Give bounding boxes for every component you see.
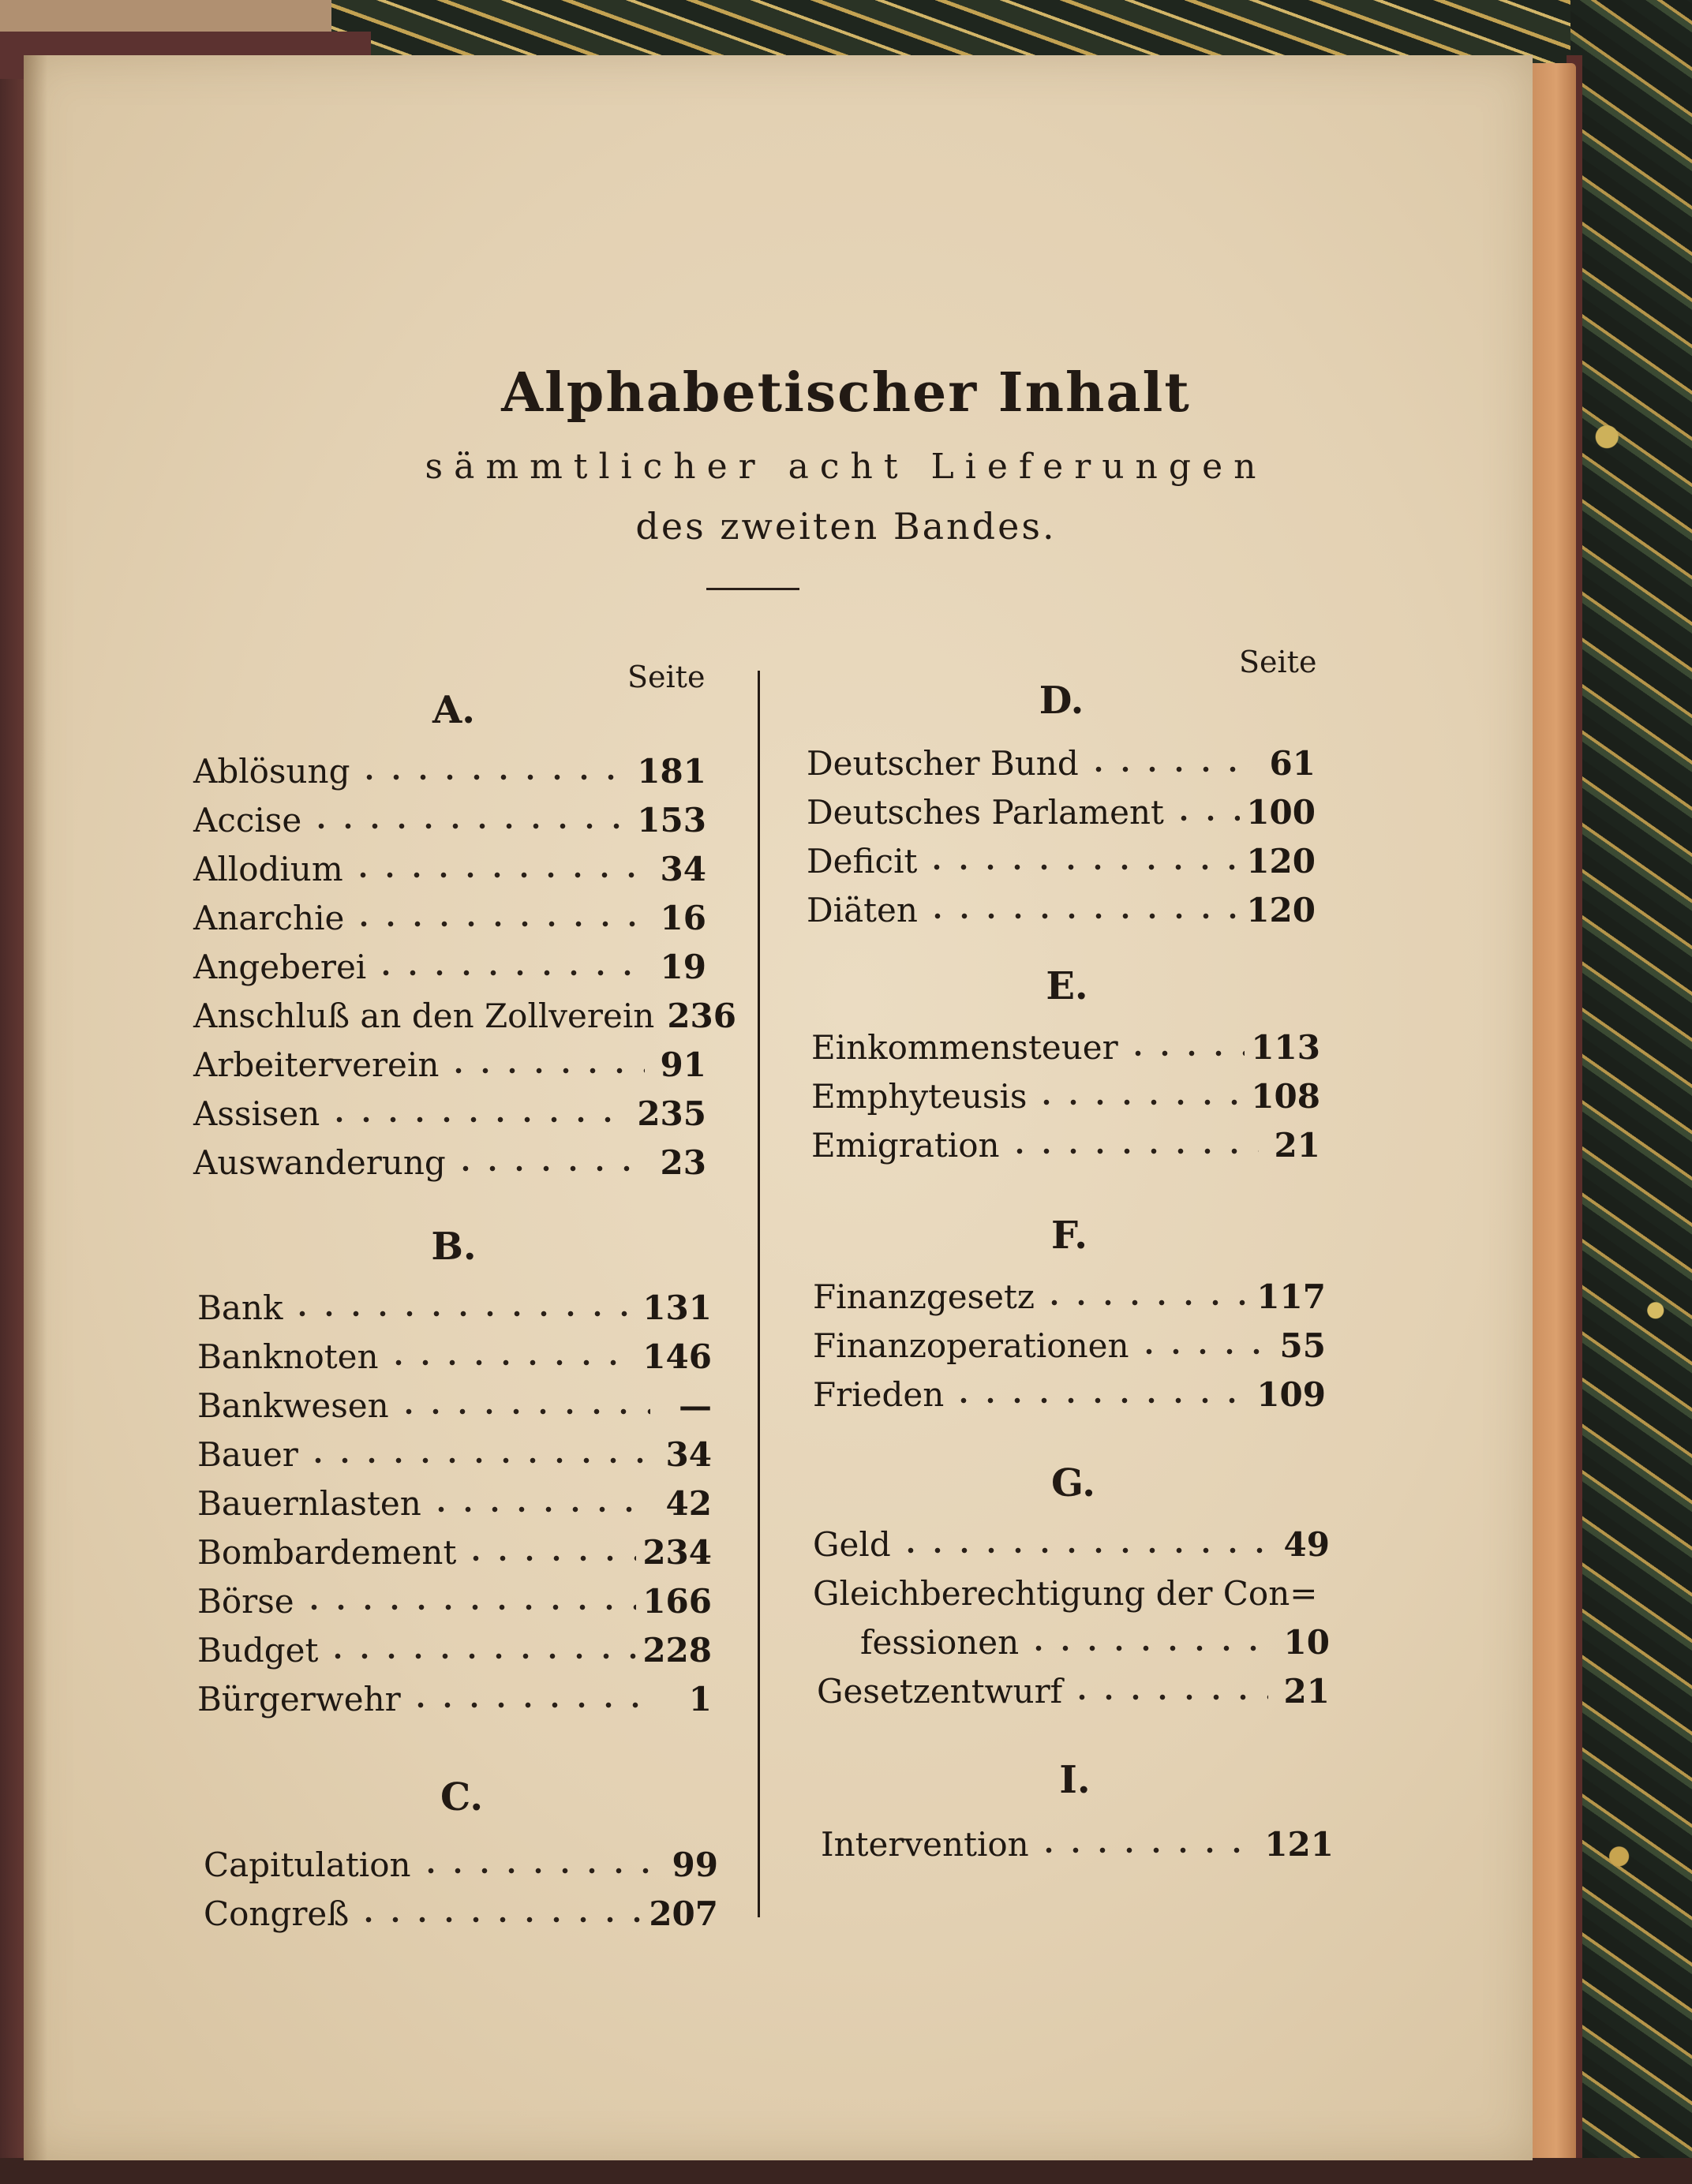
right-column-page-label: Seite: [1239, 645, 1317, 679]
entry-page: —: [679, 1386, 712, 1425]
leader-dots: [462, 1554, 636, 1562]
index-entry: [197, 1479, 712, 1523]
entry-term: Intervention: [821, 1825, 1029, 1864]
leader-dots: [924, 912, 1240, 920]
leader-dots: [452, 1165, 645, 1172]
index-entry: [197, 1528, 712, 1572]
entry-page: 100: [1246, 793, 1316, 832]
entry-page: 21: [1274, 1126, 1320, 1165]
entry-term: Finanzoperationen: [813, 1326, 1129, 1365]
section-letter-f: F.: [1051, 1214, 1087, 1258]
index-entry: [197, 1283, 712, 1327]
entry-term: Allodium: [193, 850, 343, 888]
leader-dots: [1025, 1644, 1268, 1652]
index-entry: [193, 746, 706, 791]
index-entry: [193, 893, 706, 937]
entry-term: Gesetzentwurf: [817, 1672, 1063, 1711]
leader-dots: [289, 1310, 636, 1318]
index-entry: [204, 1889, 718, 1933]
entry-page: 61: [1269, 744, 1316, 783]
entry-page: 16: [660, 899, 706, 937]
index-entry: [197, 1332, 712, 1376]
marbled-cover-right: [1570, 0, 1692, 2184]
section-letter-i: I.: [1059, 1758, 1091, 1802]
entry-term: Arbeiterverein: [193, 1045, 440, 1084]
entry-term: Einkommensteuer: [811, 1028, 1118, 1067]
leader-dots: [1125, 1049, 1245, 1057]
leather-binding-bottom: [0, 2158, 1692, 2184]
entry-term: Capitulation: [204, 1846, 411, 1884]
entry-term: Bankwesen: [197, 1386, 389, 1425]
entry-term: Bauer: [197, 1435, 298, 1474]
entry-page: 34: [660, 850, 706, 888]
leader-dots: [1069, 1693, 1268, 1701]
entry-page: 146: [642, 1337, 712, 1376]
leader-dots: [350, 920, 645, 928]
entry-page: 117: [1256, 1277, 1326, 1316]
leader-dots: [1136, 1348, 1264, 1356]
leader-dots: [445, 1067, 645, 1075]
leader-dots: [897, 1546, 1268, 1554]
section-letter-c: C.: [440, 1775, 484, 1819]
index-entry: [197, 1576, 712, 1621]
entry-term: Assisen: [193, 1094, 320, 1133]
entry-term: Angeberei: [193, 948, 367, 986]
entry-page: 1: [688, 1680, 712, 1718]
leader-dots: [308, 822, 631, 830]
index-entry: [193, 1040, 706, 1084]
leader-dots: [395, 1408, 650, 1415]
entry-page: 131: [642, 1288, 712, 1327]
entry-term: Banknoten: [197, 1337, 379, 1376]
entry-term: Anschluß an den Zollverein: [193, 997, 655, 1035]
entry-page: 10: [1283, 1623, 1330, 1662]
leader-dots: [355, 1916, 642, 1924]
index-entry: [813, 1617, 1330, 1662]
entry-term: Börse: [197, 1582, 294, 1621]
page-subtitle: sämmtlicher acht Lieferungen: [425, 447, 1267, 487]
leader-dots: [950, 1397, 1250, 1404]
entry-page: 34: [665, 1435, 712, 1474]
section-letter-e: E.: [1046, 964, 1088, 1008]
entry-term: Deutscher Bund: [807, 744, 1079, 783]
index-entry: [197, 1430, 712, 1474]
index-entry: [807, 739, 1316, 783]
leader-dots: [350, 871, 645, 879]
index-entry: [811, 1120, 1320, 1165]
leader-dots: [407, 1701, 650, 1709]
index-entry: [197, 1381, 712, 1425]
entry-page: 23: [660, 1143, 706, 1182]
entry-term: Bank: [197, 1288, 283, 1327]
index-entry: [813, 1569, 1330, 1613]
index-entry: [811, 1023, 1320, 1067]
index-entry: [813, 1520, 1330, 1564]
entry-page: 109: [1256, 1375, 1326, 1414]
leader-dots: [428, 1505, 650, 1513]
index-entry: [193, 991, 736, 1035]
section-letter-d: D.: [1039, 679, 1084, 723]
index-entry: [813, 1321, 1326, 1365]
entry-term: Budget: [197, 1631, 319, 1670]
index-entry: [811, 1071, 1320, 1116]
entry-page: 55: [1279, 1326, 1326, 1365]
entry-term: fessionen: [860, 1623, 1020, 1662]
title-rule: [706, 588, 799, 590]
index-entry: [197, 1625, 712, 1670]
index-entry: [817, 1666, 1330, 1711]
entry-term: Accise: [193, 801, 302, 840]
index-entry: [193, 942, 706, 986]
leader-dots: [372, 969, 645, 977]
leader-dots: [385, 1359, 637, 1367]
entry-term: Anarchie: [193, 899, 345, 937]
entry-page: 108: [1251, 1077, 1320, 1116]
leader-dots: [324, 1652, 636, 1660]
entry-page: 42: [665, 1484, 712, 1523]
index-entry: [807, 885, 1316, 929]
section-letter-a: A.: [432, 688, 475, 732]
index-entry: [821, 1819, 1334, 1864]
entry-term: Bombardement: [197, 1533, 457, 1572]
leader-dots: [1041, 1299, 1250, 1307]
index-entry: [193, 844, 706, 888]
index-entry: [197, 1674, 712, 1718]
index-entry: [193, 1138, 706, 1182]
entry-term: Bauernlasten: [197, 1484, 421, 1523]
leader-dots: [305, 1457, 650, 1464]
entry-page: 236: [667, 997, 736, 1035]
section-letter-b: B.: [431, 1225, 477, 1269]
entry-page: 207: [649, 1894, 718, 1933]
index-entry: [813, 1272, 1326, 1316]
entry-term: Ablösung: [193, 752, 350, 791]
entry-term: Deficit: [807, 842, 918, 881]
section-letter-g: G.: [1051, 1461, 1095, 1505]
entry-page: 99: [672, 1846, 718, 1884]
leader-dots: [356, 773, 631, 781]
entry-term: Frieden: [813, 1375, 945, 1414]
page-subtitle-volume: des zweiten Bandes.: [635, 505, 1057, 548]
entry-term: Auswanderung: [193, 1143, 446, 1182]
left-column-page-label: Seite: [627, 660, 706, 694]
index-entry: [204, 1840, 718, 1884]
index-entry: [807, 787, 1316, 832]
index-entry: [813, 1370, 1326, 1414]
entry-page: 166: [642, 1582, 712, 1621]
entry-term: Gleichberechtigung der Con=: [813, 1574, 1318, 1613]
index-entry: [807, 836, 1316, 881]
leader-dots: [301, 1603, 637, 1611]
entry-page: 120: [1246, 842, 1316, 881]
index-entry: [193, 795, 706, 840]
entry-page: 181: [637, 752, 706, 791]
entry-page: 234: [642, 1533, 712, 1572]
entry-page: 19: [660, 948, 706, 986]
column-divider: [758, 671, 760, 1917]
entry-term: Diäten: [807, 891, 918, 929]
entry-page: 228: [642, 1631, 712, 1670]
entry-page: 49: [1283, 1525, 1330, 1564]
leader-dots: [923, 863, 1240, 871]
entry-term: Emphyteusis: [811, 1077, 1028, 1116]
entry-page: 113: [1251, 1028, 1320, 1067]
leader-dots: [1085, 765, 1254, 773]
entry-page: 121: [1264, 1825, 1334, 1864]
entry-page: 120: [1246, 891, 1316, 929]
entry-term: Bürgerwehr: [197, 1680, 401, 1718]
entry-page: 91: [660, 1045, 706, 1084]
entry-page: 21: [1283, 1672, 1330, 1711]
leader-dots: [1035, 1846, 1259, 1854]
leader-dots: [1033, 1098, 1245, 1106]
entry-term: Finanzgesetz: [813, 1277, 1035, 1316]
entry-term: Emigration: [811, 1126, 1000, 1165]
entry-term: Congreß: [204, 1894, 350, 1933]
entry-term: Geld: [813, 1525, 891, 1564]
leader-dots: [1006, 1147, 1259, 1155]
page-title: Alphabetischer Inhalt: [501, 361, 1191, 424]
leader-dots: [417, 1867, 657, 1875]
entry-term: Deutsches Parlament: [807, 793, 1164, 832]
index-entry: [193, 1089, 706, 1133]
leader-dots: [326, 1116, 631, 1124]
entry-page: 235: [637, 1094, 706, 1133]
entry-page: 153: [637, 801, 706, 840]
leader-dots: [1170, 814, 1240, 822]
